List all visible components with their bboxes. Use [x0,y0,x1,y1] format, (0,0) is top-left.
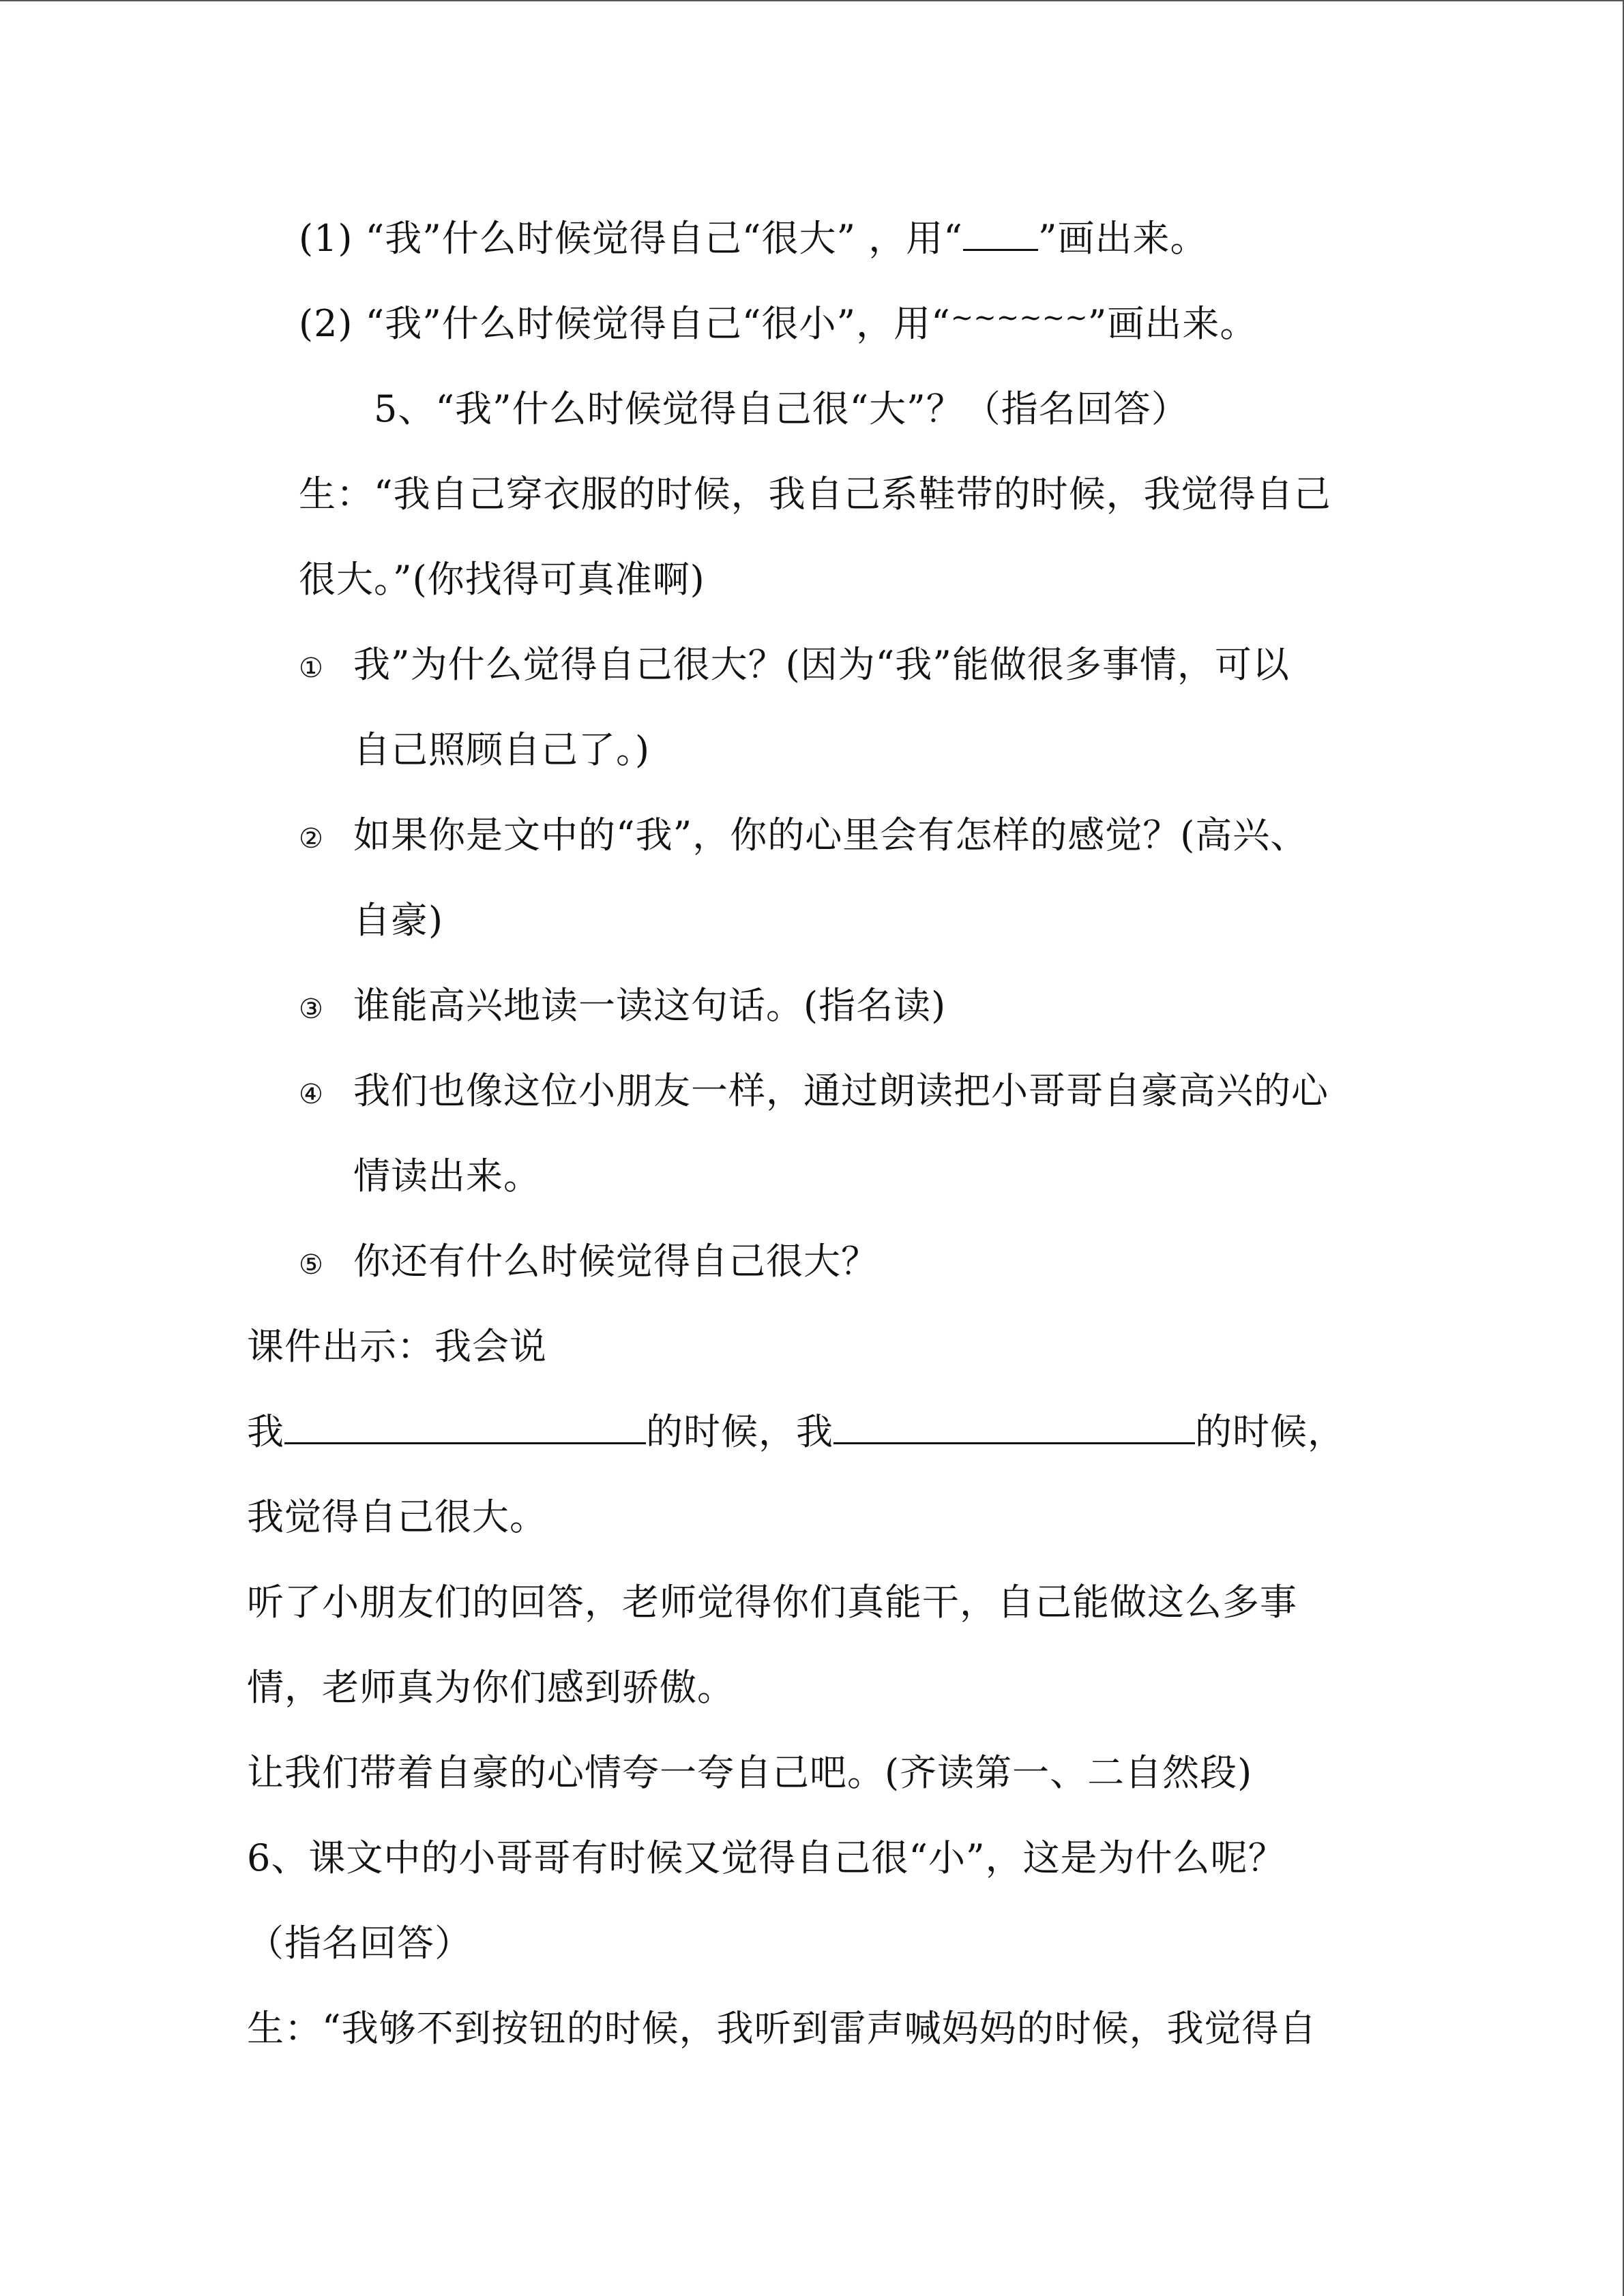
question-1-text: (1) “我”什么时候觉得自己“很大” ，用“ [299,217,963,260]
paragraph-1-line-2: 情，老师真为你们感到骄傲。 [247,1666,735,1709]
answer-1-line-1: 生：“我自己穿衣服的时候，我自己系鞋带的时候，我觉得自己 [299,473,1331,516]
fill-in-middle: 的时候，我 [646,1410,833,1453]
list-item-2-text: 如果你是文中的“我”，你的心里会有怎样的感觉？(高兴、 [353,814,1308,856]
question-2-text: (2) “我”什么时候觉得自己“很小”，用“ [299,302,951,345]
fill-in-end: 的时候， [1195,1410,1345,1453]
section-6-heading: 6、课文中的小哥哥有时候又觉得自己很“小”，这是为什么呢？ [247,1836,1286,1879]
list-item-3-text: 谁能高兴地读一读这句话。(指名读) [353,984,947,1027]
list-item-1-cont: 自己照顾自己了。) [353,728,651,771]
list-item-2-cont: 自豪) [353,899,444,942]
answer-2-line-1: 生：“我够不到按钮的时候，我听到雷声喊妈妈的时候，我觉得自 [247,2007,1317,2050]
list-marker: ④ [299,1079,324,1110]
question-1-end: ”画出来。 [1037,217,1208,260]
wavy-line-mark: ~~~~~~ [950,302,1088,333]
underline-blank [963,215,1038,251]
question-2 [299,300,1257,351]
list-item-2 [299,811,1308,863]
fill-in-sentence-cont: 我觉得自己很大。 [247,1495,547,1538]
list-item-4-cont: 情读出来。 [353,1154,541,1197]
section-5-heading: 5、“我”什么时候觉得自己很“大”？（指名回答） [374,387,1189,430]
fill-in-sentence [247,1408,1345,1456]
list-item-4 [299,1067,1329,1118]
fill-blank-2 [833,1408,1195,1444]
page-border-top [0,0,1624,1]
paragraph-1-line-1: 听了小朋友们的回答，老师觉得你们真能干，自己能做这么多事 [247,1581,1297,1624]
list-item-1-text: 我”为什么觉得自己很大？(因为“我”能做很多事情，可以 [353,643,1290,686]
answer-1-line-2: 很大。”(你找得可真准啊) [299,558,705,601]
courseware-heading: 课件出示：我会说 [247,1325,547,1368]
fill-blank-1 [284,1408,646,1444]
list-item-1 [299,641,1290,692]
list-marker: ⑤ [299,1249,324,1281]
section-6-note: （指名回答） [247,1922,472,1965]
list-item-5 [299,1238,879,1289]
list-item-5-text: 你还有什么时候觉得自己很大？ [353,1240,879,1283]
question-2-end: ”画出来。 [1087,302,1258,345]
list-marker: ① [299,653,324,684]
list-marker: ② [299,823,324,854]
list-marker: ③ [299,994,324,1025]
paragraph-2: 让我们带着自豪的心情夸一夸自己吧。(齐读第一、二自然段) [247,1751,1253,1794]
list-item-3 [299,982,946,1033]
question-1 [299,215,1207,263]
fill-in-start: 我 [247,1410,284,1453]
list-item-4-text: 我们也像这位小朋友一样，通过朗读把小哥哥自豪高兴的心 [353,1069,1329,1112]
